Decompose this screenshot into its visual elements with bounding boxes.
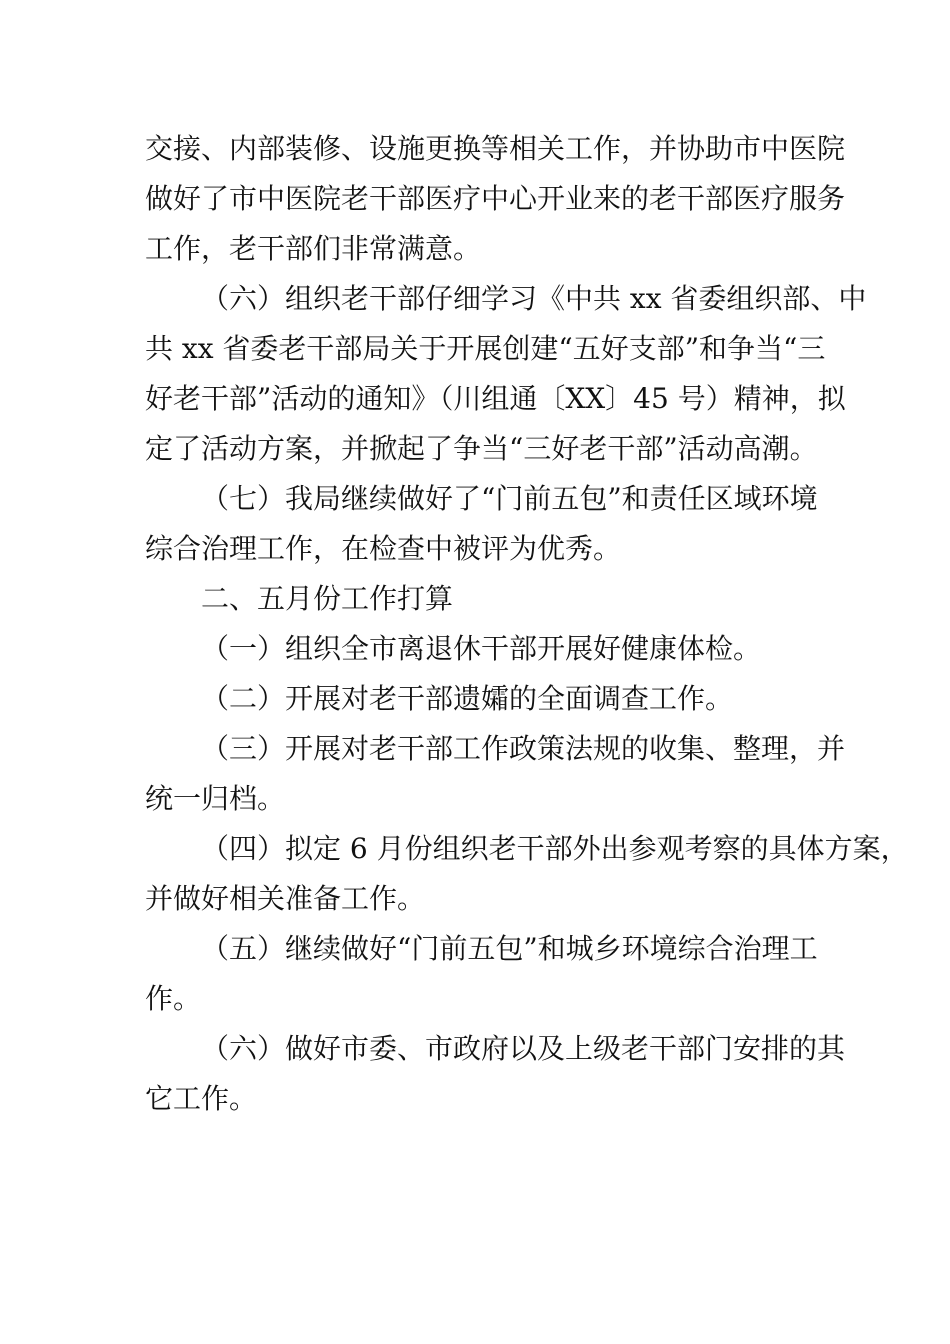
plan-item-5: （五）继续做好“门前五包”和城乡环境综合治理工 xyxy=(201,932,818,965)
plan-item-2: （二）开展对老干部遗孀的全面调查工作。 xyxy=(201,682,734,715)
paragraph-7-line: （七）我局继续做好了“门前五包”和责任区域环境 xyxy=(201,482,818,515)
text-line: 交接、内部装修、设施更换等相关工作，并协助市中医院 xyxy=(145,132,846,165)
text-line: 统一归档。 xyxy=(145,782,286,815)
plan-item-4: （四）拟定 6 月份组织老干部外出参观考察的具体方案， xyxy=(201,832,909,865)
text-line: 作。 xyxy=(145,982,202,1015)
text-line: 它工作。 xyxy=(145,1082,258,1115)
text-line: 做好了市中医院老干部医疗中心开业来的老干部医疗服务 xyxy=(145,182,846,215)
text-line: 综合治理工作，在检查中被评为优秀。 xyxy=(145,532,622,565)
text-line: 定了活动方案，并掀起了争当“三好老干部”活动高潮。 xyxy=(145,432,818,465)
plan-item-3: （三）开展对老干部工作政策法规的收集、整理，并 xyxy=(201,732,846,765)
paragraph-6-line: （六）组织老干部仔细学习《中共 xx 省委组织部、中 xyxy=(201,282,867,315)
plan-item-1: （一）组织全市离退休干部开展好健康体检。 xyxy=(201,632,762,665)
plan-item-6: （六）做好市委、市政府以及上级老干部门安排的其 xyxy=(201,1032,846,1065)
text-line: 好老干部”活动的通知》（川组通〔XX〕45 号）精神，拟 xyxy=(145,382,846,415)
text-line: 工作，老干部们非常满意。 xyxy=(145,232,482,265)
section-heading: 二、五月份工作打算 xyxy=(201,582,454,615)
text-line: 并做好相关准备工作。 xyxy=(145,882,426,915)
text-line: 共 xx 省委老干部局关于开展创建“五好支部”和争当“三 xyxy=(145,332,826,365)
